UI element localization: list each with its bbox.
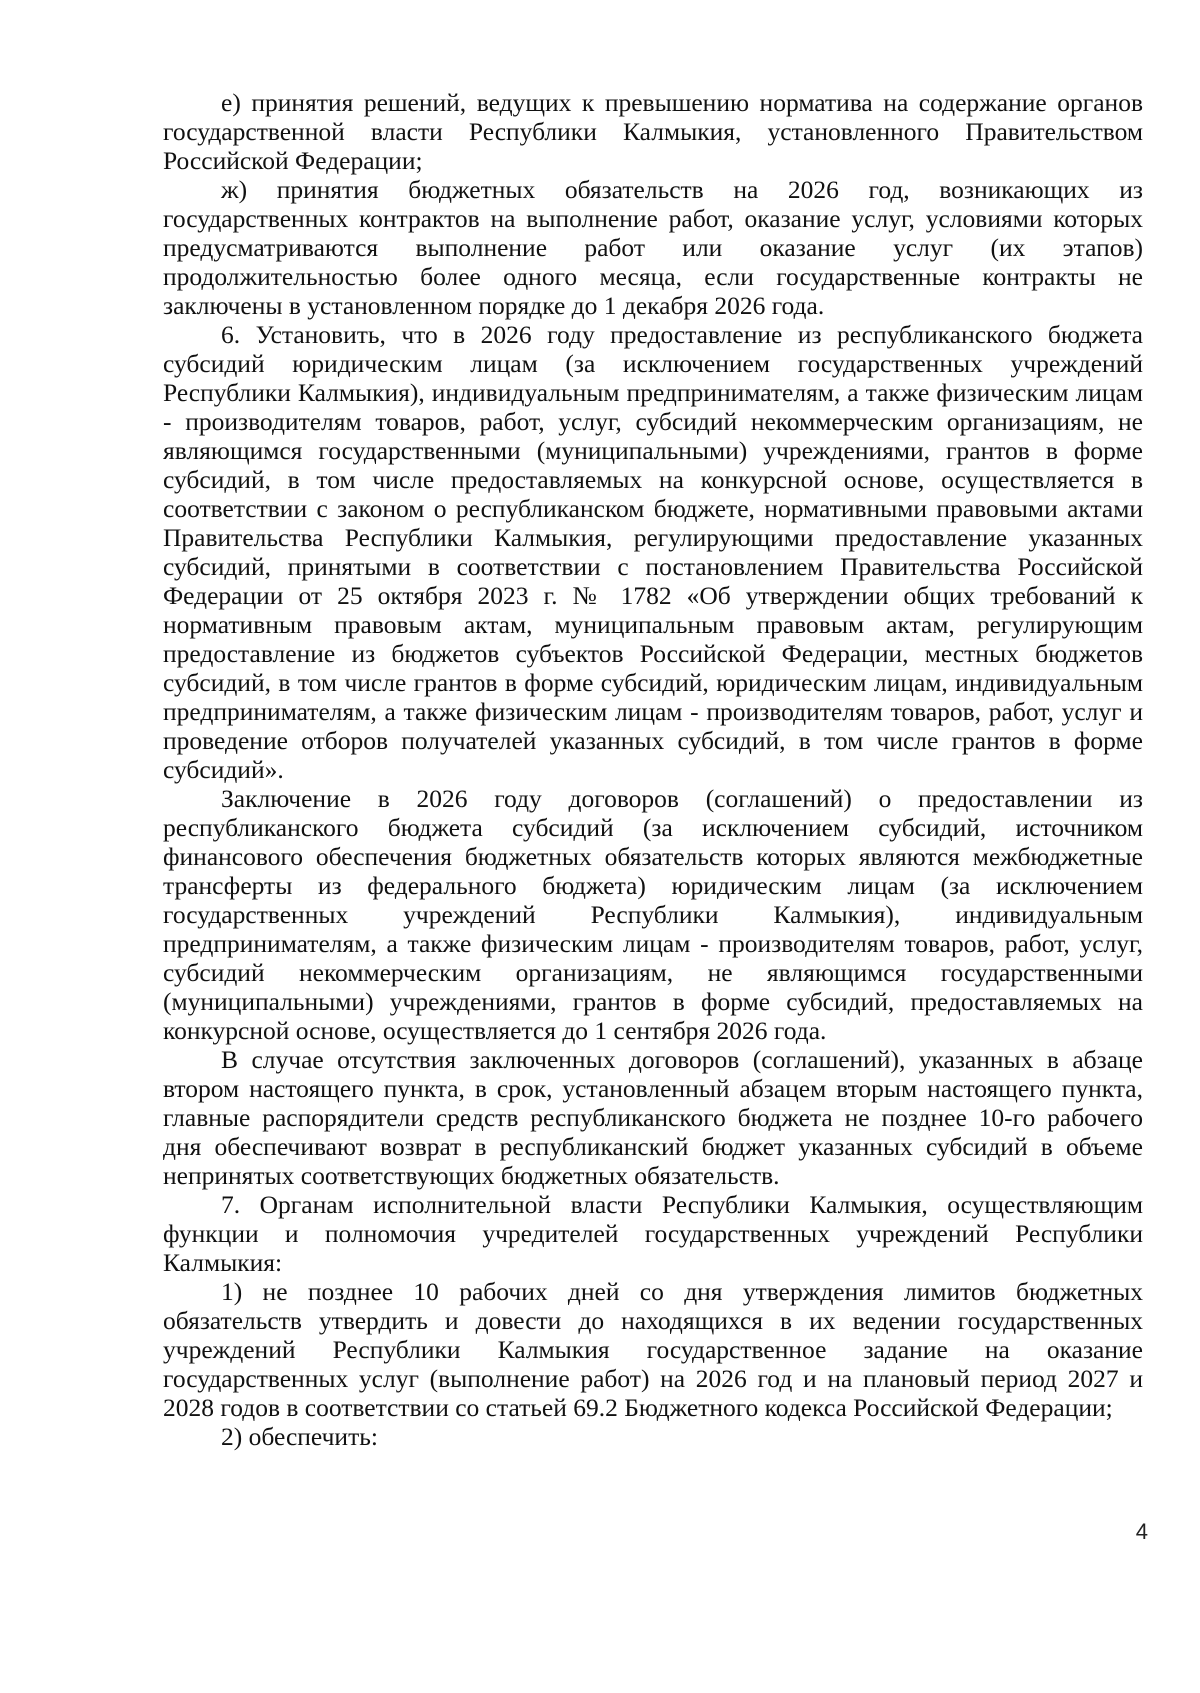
paragraph-6-conclusion: Заключение в 2026 году договоров (соглашений) о предоставлении из республиканского бюджета субсидий (за исключением субсидий, источником финансового обеспечения бюджетных обязательств которых являются межбюджетные трансферты из федерального бюджета) юридическим лицам (за исключением государственных учреждений Республики Калмыкия), индивидуальным предпринимателям, а также физическим лицам - производителям товаров, работ, услуг, субсидий некоммерческим организациям, не являющимся государственными (муниципальными) учреждениями, грантов в форме субсидий, предоставляемых на конкурсной основе, осуществляется до 1 сентября 2026 года.	[163, 784, 1143, 1045]
paragraph-5zh: ж) принятия бюджетных обязательств на 2026 год, возникающих из государственных контрактов на выполнение работ, оказание услуг, условиями которых предусматриваются выполнение работ или оказание услуг (их этапов) продолжительностью более одного месяца, если государственные контракты не заключены в установленном порядке до 1 декабря 2026 года.	[163, 175, 1143, 320]
page-number: 4	[1135, 1519, 1148, 1544]
document-body	[163, 88, 1143, 1451]
paragraph-6-return: В случае отсутствия заключенных договоров (соглашений), указанных в абзаце втором настоящего пункта, в срок, установленный абзацем вторым настоящего пункта, главные распорядители средств республиканского бюджета не позднее 10-го рабочего дня обеспечивают возврат в республиканский бюджет указанных субсидий в объеме непринятых соответствующих бюджетных обязательств.	[163, 1045, 1143, 1190]
paragraph-5e: е) принятия решений, ведущих к превышению норматива на содержание органов государственной власти Республики Калмыкия, установленного Правительством Российской Федерации;	[163, 88, 1143, 175]
paragraph-7-2: 2) обеспечить:	[221, 1422, 378, 1451]
paragraph-6: 6. Установить, что в 2026 году предоставление из республиканского бюджета субсидий юридическим лицам (за исключением государственных учреждений Республики Калмыкия), индивидуальным предпринимателям, а также физическим лицам - производителям товаров, работ, услуг, субсидий некоммерческим организациям, не являющимся государственными (муниципальными) учреждениями, грантов в форме субсидий, в том числе предоставляемых на конкурсной основе, осуществляется в соответствии с законом о республиканском бюджете, нормативными правовыми актами Правительства Республики Калмыкия, регулирующими предоставление указанных субсидий, принятыми в соответствии с постановлением Правительства Российской Федерации от 25 октября 2023 г. № 1782 «Об утверждении общих требований к нормативным правовым актам, муниципальным правовым актам, регулирующим предоставление из бюджетов субъектов Российской Федерации, местных бюджетов субсидий, в том числе грантов в форме субсидий, юридическим лицам, индивидуальным предпринимателям, а также физическим лицам - производителям товаров, работ, услуг и проведение отборов получателей указанных субсидий, в том числе грантов в форме субсидий».	[163, 320, 1143, 784]
paragraph-7: 7. Органам исполнительной власти Республики Калмыкия, осуществляющим функции и полномочия учредителей государственных учреждений Республики Калмыкия:	[163, 1190, 1143, 1277]
paragraph-7-1: 1) не позднее 10 рабочих дней со дня утверждения лимитов бюджетных обязательств утвердить и довести до находящихся в их ведении государственных учреждений Республики Калмыкия государственное задание на оказание государственных услуг (выполнение работ) на 2026 год и на плановый период 2027 и 2028 годов в соответствии со статьей 69.2 Бюджетного кодекса Российской Федерации;	[163, 1277, 1143, 1422]
